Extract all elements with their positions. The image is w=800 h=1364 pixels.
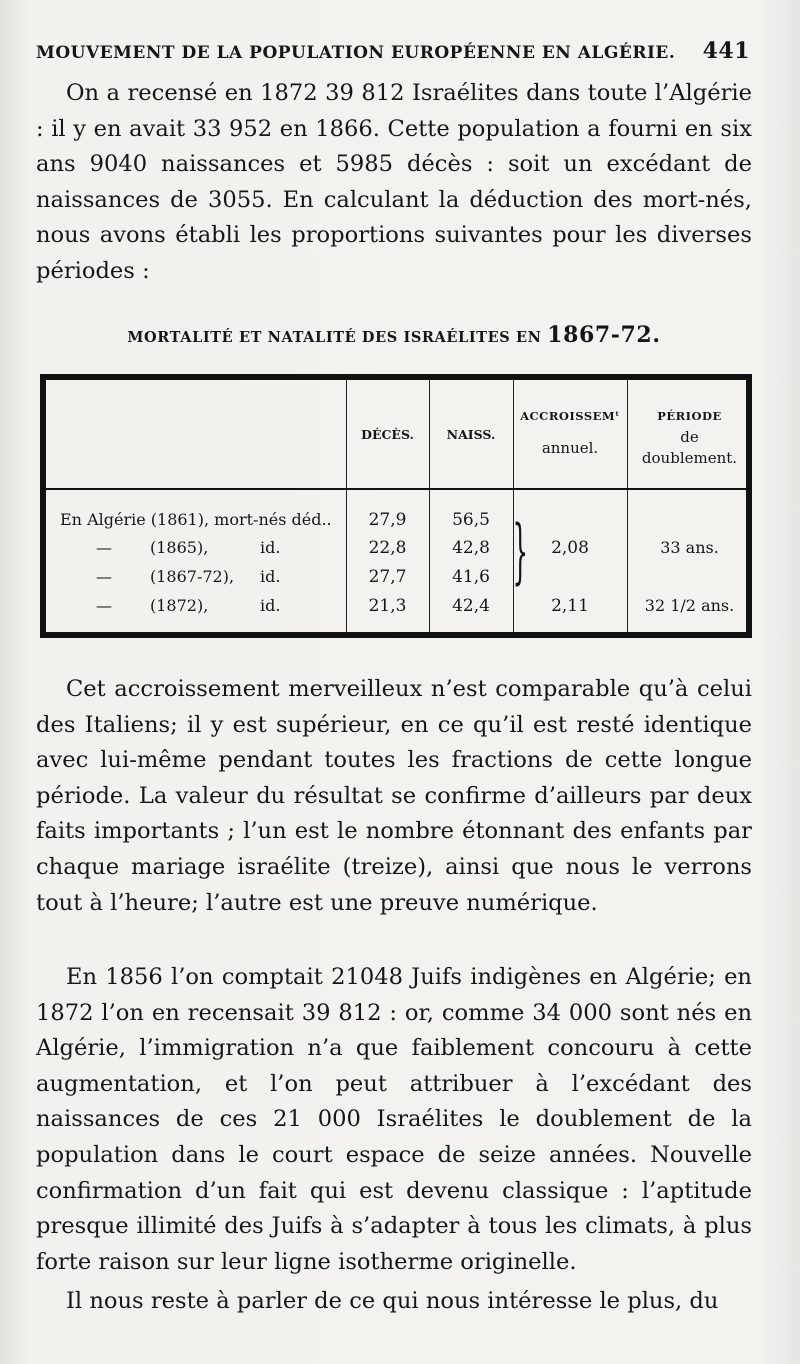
cell-periode: 33 ans. [660,538,719,557]
header-periode [627,406,752,469]
table-row [46,567,746,595]
cell-deces: 27,7 [368,567,407,587]
header-accroissement [513,406,627,458]
cell-naiss: 41,6 [452,567,490,587]
row-dash: — [96,567,112,586]
row-period: (1865), [150,538,209,557]
paragraph-last-line: Il nous reste à parler de ce qui nous intéresse le plus, du [66,1288,719,1314]
paragraph-intro: On a recensé en 1872 39 812 Israélites dans toute l’Algérie : il y en avait 33 952 en 1866. Cette population a fourni en six ans 9040 naissances et 5985 décès : soit un excédant de naissances de 3055. En calculant la déduction des mort-nés, nous avons établi les proportions suivantes pour les diverses périodes : [36,80,752,284]
running-title: MOUVEMENT DE LA POPULATION EUROPÉENNE EN ALGÉRIE. [36,43,676,63]
cell-naiss: 42,8 [452,538,490,558]
header-accr-bottom: annuel. [541,439,599,457]
cell-deces: 22,8 [368,538,407,558]
row-id: id. [260,538,281,557]
cell-deces: 27,9 [368,510,407,530]
row-period: (1867-72), [150,567,235,586]
row-dash: — [96,596,112,615]
paragraph-accroissement: Cet accroissement merveilleux n’est comparable qu’à celui des Italiens; il y est supérieur, en ce qu’il est resté identique avec lui-même pendant toutes les fractions de cette longue période. La valeur du résultat se confirme d’ailleurs par deux faits importants ; l’un est le nombre étonnant des enfants par chaque mariage israélite (treize), ainsi que nous le verrons tout à l’heure; l’autre est une preuve numérique. [36,676,752,916]
paragraph-1856: En 1856 l’on comptait 21048 Juifs indigènes en Algérie; en 1872 l’on en recensait 39 812 : or, comme 34 000 sont nés en Algérie, l’immigration n’a que faiblement concouru à cette augmentation, et l’on peut attribuer à l’excédant des naissances de ces 21 000 Israélites le doublement de la population dans le court espace de seize années. Nouvelle confirmation d’un fait qui est devenu classique : l’aptitude presque illimité des Juifs à s’adapter à tous les climats, à plus forte raison sur leur ligne isotherme originelle. [36,964,752,1275]
row-id: id. [260,596,281,615]
header-deces: DÉCÈS. [361,427,414,442]
cell-accroissement: 2,11 [551,596,589,616]
header-per-bottom: doublement. [641,449,738,467]
table-row [46,510,746,538]
cell-accroissement: 2,08 [551,538,589,558]
header-accr-top: ACCROISSEMᵗ [520,409,620,423]
cell-deces: 21,3 [368,596,407,616]
header-naiss: NAISS. [446,427,496,442]
table-title-years: 1867-72. [547,322,661,348]
table-row [46,596,746,624]
row-id: id. [260,567,281,586]
table-title-prefix: MORTALITÉ ET NATALITÉ DES ISRAÉLITES EN [127,329,542,346]
header-per-top: PÉRIODE [657,409,722,423]
table-title [36,322,752,348]
row-dash: — [96,538,112,557]
header-per-mid: de [680,428,699,446]
row-label: En Algérie (1861), mort-nés déd.. [60,510,332,529]
cell-periode: 32 1/2 ans. [644,596,735,615]
row-period: (1872), [150,596,209,615]
header-divider [46,488,746,490]
brace-glyph: } [512,510,529,592]
running-head [36,38,750,64]
table-row [46,538,746,566]
mortality-natality-table [40,374,752,638]
cell-naiss: 42,4 [452,596,490,616]
page-number: 441 [702,38,750,64]
cell-naiss: 56,5 [452,510,490,530]
